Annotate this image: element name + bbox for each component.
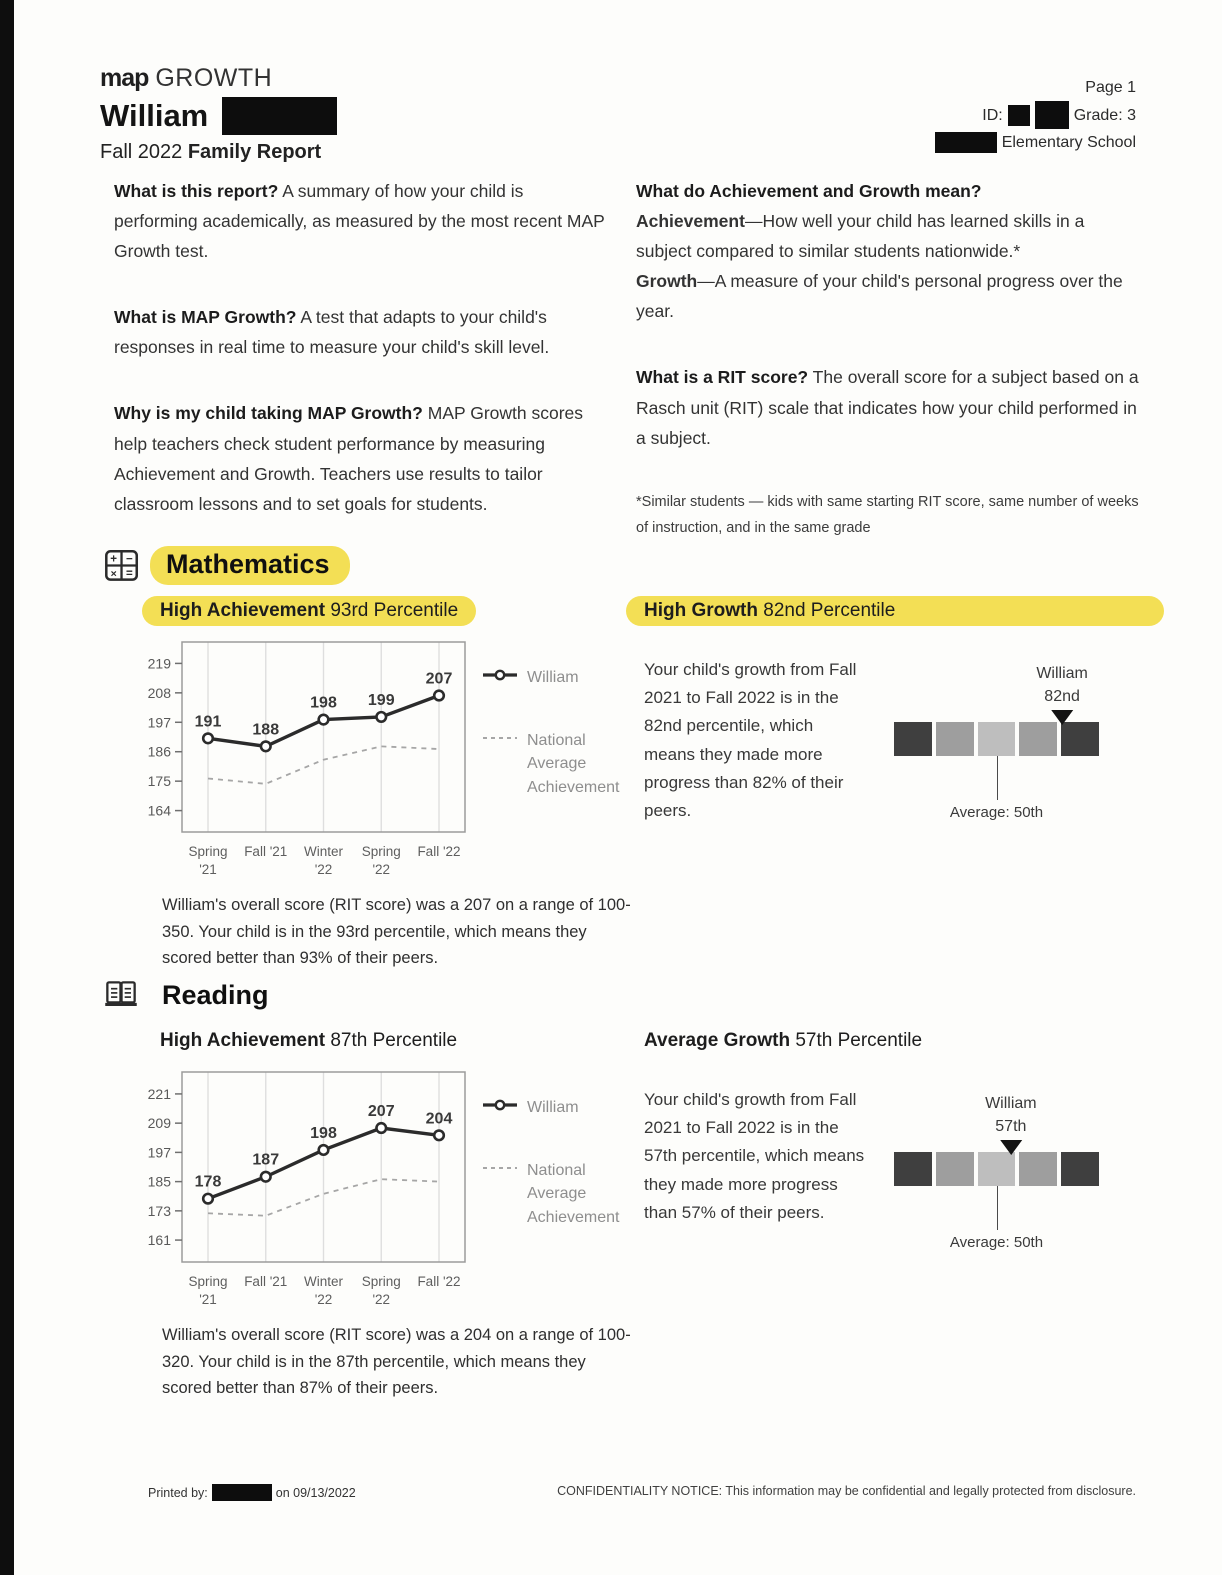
rit-question: What is a RIT score? (636, 367, 809, 388)
svg-text:197: 197 (147, 1144, 171, 1161)
id-label: ID: (982, 106, 1003, 124)
school-suffix: Elementary School (1001, 134, 1136, 152)
svg-text:'21: '21 (199, 862, 217, 874)
legend-label: William (527, 669, 579, 686)
marker-percentile: 82nd (1044, 687, 1080, 705)
subject-title: Mathematics (150, 546, 350, 585)
school-row (935, 131, 1136, 154)
svg-text:198: 198 (310, 694, 337, 712)
svg-text:204: 204 (425, 1110, 453, 1128)
svg-text:161: 161 (147, 1232, 171, 1249)
subject-title-row (100, 976, 273, 1014)
svg-text:185: 185 (147, 1173, 171, 1190)
student-percentile-marker (1036, 662, 1088, 725)
average-label: Average: 50th (949, 804, 1044, 821)
growth-level: Average Growth (644, 1030, 791, 1051)
growth-def: —A measure of your child's personal progress over the year. (636, 271, 1123, 322)
svg-text:'21: '21 (199, 1292, 217, 1304)
scan-artifact-bar (0, 0, 14, 1575)
percentile-band-segment (894, 1152, 932, 1186)
svg-text:Spring: Spring (188, 844, 228, 859)
page-number: Page 1 (1085, 79, 1136, 96)
intro-answer: A test that adapts to your child's responses in real time to measure your child's skill level. (114, 307, 550, 358)
printed-date: on 09/13/2022 (275, 1485, 356, 1500)
achievement-def: —How well your child has learned skills in a subject compared to similar students nationwide.* (636, 211, 1085, 262)
svg-text:173: 173 (147, 1202, 171, 1219)
report-type: Family Report (187, 141, 322, 163)
subject-title-row (100, 546, 350, 585)
intro-question: What is MAP Growth? (114, 307, 297, 328)
subject-title: Reading (162, 979, 269, 1010)
svg-text:207: 207 (367, 1103, 395, 1121)
redacted-printer-name (212, 1484, 272, 1501)
svg-text:178: 178 (194, 1173, 222, 1191)
marker-student-name: William (1036, 664, 1088, 682)
brand-map: map (100, 64, 149, 92)
rit-trend-chart (130, 1064, 645, 1304)
growth-term: Growth (636, 271, 698, 292)
triangle-down-icon (1000, 1140, 1022, 1155)
growth-description: Your child's growth from Fall 2021 to Fall 2022 is in the 57th percentile, which means they made more progress than 57% of their peers. (644, 1090, 865, 1222)
svg-text:Fall '21: Fall '21 (244, 1274, 288, 1289)
svg-text:198: 198 (310, 1124, 337, 1142)
growth-percentile: 57th Percentile (795, 1030, 923, 1051)
svg-text:188: 188 (252, 721, 280, 739)
legend-entry (483, 1096, 645, 1119)
header-meta (935, 76, 1136, 154)
intro-answer: A summary of how your child is performing academically, as measured by the most recent MAP Growth test. (114, 181, 605, 262)
dashed-line-icon (483, 1162, 517, 1174)
svg-text:209: 209 (147, 1115, 171, 1132)
svg-text:Winter: Winter (303, 844, 344, 859)
header (100, 64, 337, 164)
svg-text:'22: '22 (314, 862, 333, 874)
printed-by-label: Printed by: (148, 1485, 208, 1500)
percentile-band (894, 1094, 1099, 1251)
line-marker-icon (483, 1099, 517, 1111)
svg-text:197: 197 (147, 714, 171, 731)
svg-text:Fall '22: Fall '22 (417, 1274, 461, 1289)
growth-definition (636, 266, 1140, 326)
marker-percentile: 57th (995, 1117, 1027, 1135)
achievement-level: High Achievement (160, 1030, 326, 1051)
intro-question: Why is my child taking MAP Growth? (114, 403, 423, 424)
legend-entry (483, 729, 645, 799)
legend-label: William (527, 1099, 579, 1116)
rit-trend-chart (130, 634, 645, 874)
line-chart (130, 1064, 475, 1304)
printed-by-line (148, 1484, 356, 1501)
svg-text:=: = (126, 567, 133, 580)
intro-paragraph (114, 302, 610, 362)
chart-legend (483, 634, 645, 874)
student-percentile-marker (985, 1092, 1037, 1155)
svg-text:'22: '22 (314, 1292, 333, 1304)
redacted-id-part (1008, 105, 1030, 126)
score-summary: William's overall score (RIT score) was a 207 on a range of 100-350. Your child is in the 93rd percentile, which means they scored better than 93% of their peers. (162, 896, 631, 968)
grade-label: Grade: 3 (1073, 106, 1136, 124)
rit-paragraph (636, 362, 1140, 452)
svg-text:Fall '22: Fall '22 (417, 844, 461, 859)
achievement-percentile: 87th Percentile (330, 1030, 458, 1051)
legend-entry (483, 666, 645, 689)
redacted-school-name (935, 132, 997, 153)
average-label: Average: 50th (949, 1234, 1044, 1251)
percentile-band-segment (936, 722, 974, 756)
student-id-row (935, 101, 1136, 129)
marker-student-name: William (985, 1094, 1037, 1112)
score-summary: William's overall score (RIT score) was a 204 on a range of 100-320. Your child is in the 87th percentile, which means they scored better than 87% of their peers. (162, 1326, 631, 1398)
line-chart (130, 634, 475, 874)
legend-label: National Average Achievement (527, 732, 620, 796)
open-book-icon (100, 976, 142, 1014)
percentile-band-segment (936, 1152, 974, 1186)
average-indicator-line (997, 1186, 999, 1230)
growth-heading (626, 596, 1164, 626)
legend-label: National Average Achievement (527, 1162, 620, 1226)
svg-text:207: 207 (425, 670, 453, 688)
redacted-last-name (222, 97, 337, 135)
achievement-term: Achievement (636, 211, 745, 232)
average-indicator-line (997, 756, 999, 800)
legend-entry (483, 1159, 645, 1229)
svg-text:219: 219 (147, 655, 171, 672)
svg-text:208: 208 (147, 684, 171, 701)
chart-legend (483, 1064, 645, 1304)
math-icon (100, 547, 142, 585)
definitions-heading: What do Achievement and Growth mean? (636, 181, 982, 201)
growth-level: High Growth (644, 600, 758, 621)
intro-question: What is this report? (114, 181, 279, 201)
svg-text:Winter: Winter (303, 1274, 344, 1289)
svg-text:Spring: Spring (361, 844, 401, 859)
svg-text:−: − (126, 552, 133, 565)
svg-text:Spring: Spring (188, 1274, 228, 1289)
percentile-band-segment (894, 722, 932, 756)
growth-heading (644, 1026, 1164, 1056)
intro-paragraph (114, 176, 610, 266)
percentile-band-bar (894, 722, 1099, 756)
svg-text:199: 199 (367, 691, 395, 709)
achievement-level: High Achievement (160, 600, 326, 621)
svg-text:221: 221 (147, 1085, 171, 1102)
achievement-heading (160, 1026, 457, 1056)
mathematics-section (100, 546, 1164, 982)
percentile-band-segment (1061, 722, 1099, 756)
achievement-percentile: 93rd Percentile (330, 600, 459, 621)
svg-text:+: + (110, 552, 118, 565)
svg-text:×: × (110, 567, 117, 580)
student-name-row (100, 97, 337, 135)
percentile-band-segment (1019, 1152, 1057, 1186)
percentile-band-graphic (894, 656, 1144, 825)
svg-text:186: 186 (147, 743, 171, 760)
brand-growth: GROWTH (155, 64, 273, 92)
rit-answer: The overall score for a subject based on a Rasch unit (RIT) scale that indicates how your child performed in a subject. (636, 367, 1139, 448)
achievement-definition (636, 206, 1140, 266)
student-first-name: William (100, 98, 209, 133)
achievement-heading (142, 596, 476, 626)
svg-text:Fall '21: Fall '21 (244, 844, 288, 859)
svg-text:164: 164 (147, 802, 171, 819)
redacted-id-part (1035, 101, 1069, 129)
report-title (100, 141, 337, 164)
svg-text:'22: '22 (372, 1292, 391, 1304)
intro-paragraph (114, 398, 610, 518)
triangle-down-icon (1051, 710, 1073, 725)
growth-column (644, 1026, 1164, 1251)
confidentiality-notice: CONFIDENTIALITY NOTICE: This information may be confidential and legally protected from disclosure. (557, 1484, 1136, 1498)
growth-row (644, 656, 1164, 825)
svg-text:'22: '22 (372, 862, 391, 874)
reading-section (100, 976, 1164, 1412)
report-season: Fall 2022 (100, 141, 183, 163)
svg-text:191: 191 (194, 713, 222, 731)
intro-left-column (114, 176, 610, 555)
growth-column (644, 596, 1164, 825)
percentile-band-segment (1019, 722, 1057, 756)
growth-row (644, 1086, 1164, 1251)
percentile-band-bar (894, 1152, 1099, 1186)
map-growth-logo (100, 64, 337, 93)
svg-text:187: 187 (252, 1151, 280, 1169)
line-marker-icon (483, 669, 517, 681)
percentile-band-segment (978, 722, 1016, 756)
percentile-band-segment (1061, 1152, 1099, 1186)
dashed-line-icon (483, 732, 517, 744)
similar-students-footnote: *Similar students — kids with same starting RIT score, same number of weeks of instruction, and in the same grade (636, 493, 1139, 536)
intro-right-column (636, 176, 1140, 541)
growth-description: Your child's growth from Fall 2021 to Fall 2022 is in the 82nd percentile, which means they made more progress than 82% of their peers. (644, 660, 857, 821)
svg-text:Spring: Spring (361, 1274, 401, 1289)
percentile-band (894, 664, 1099, 821)
intro-answer: MAP Growth scores help teachers check student performance by measuring Achievement and Growth. Teachers use results to tailor classroom lessons and to set goals for students. (114, 403, 584, 514)
percentile-band-segment (978, 1152, 1016, 1186)
growth-percentile: 82nd Percentile (763, 600, 896, 621)
svg-text:175: 175 (147, 773, 171, 790)
percentile-band-graphic (894, 1086, 1144, 1251)
